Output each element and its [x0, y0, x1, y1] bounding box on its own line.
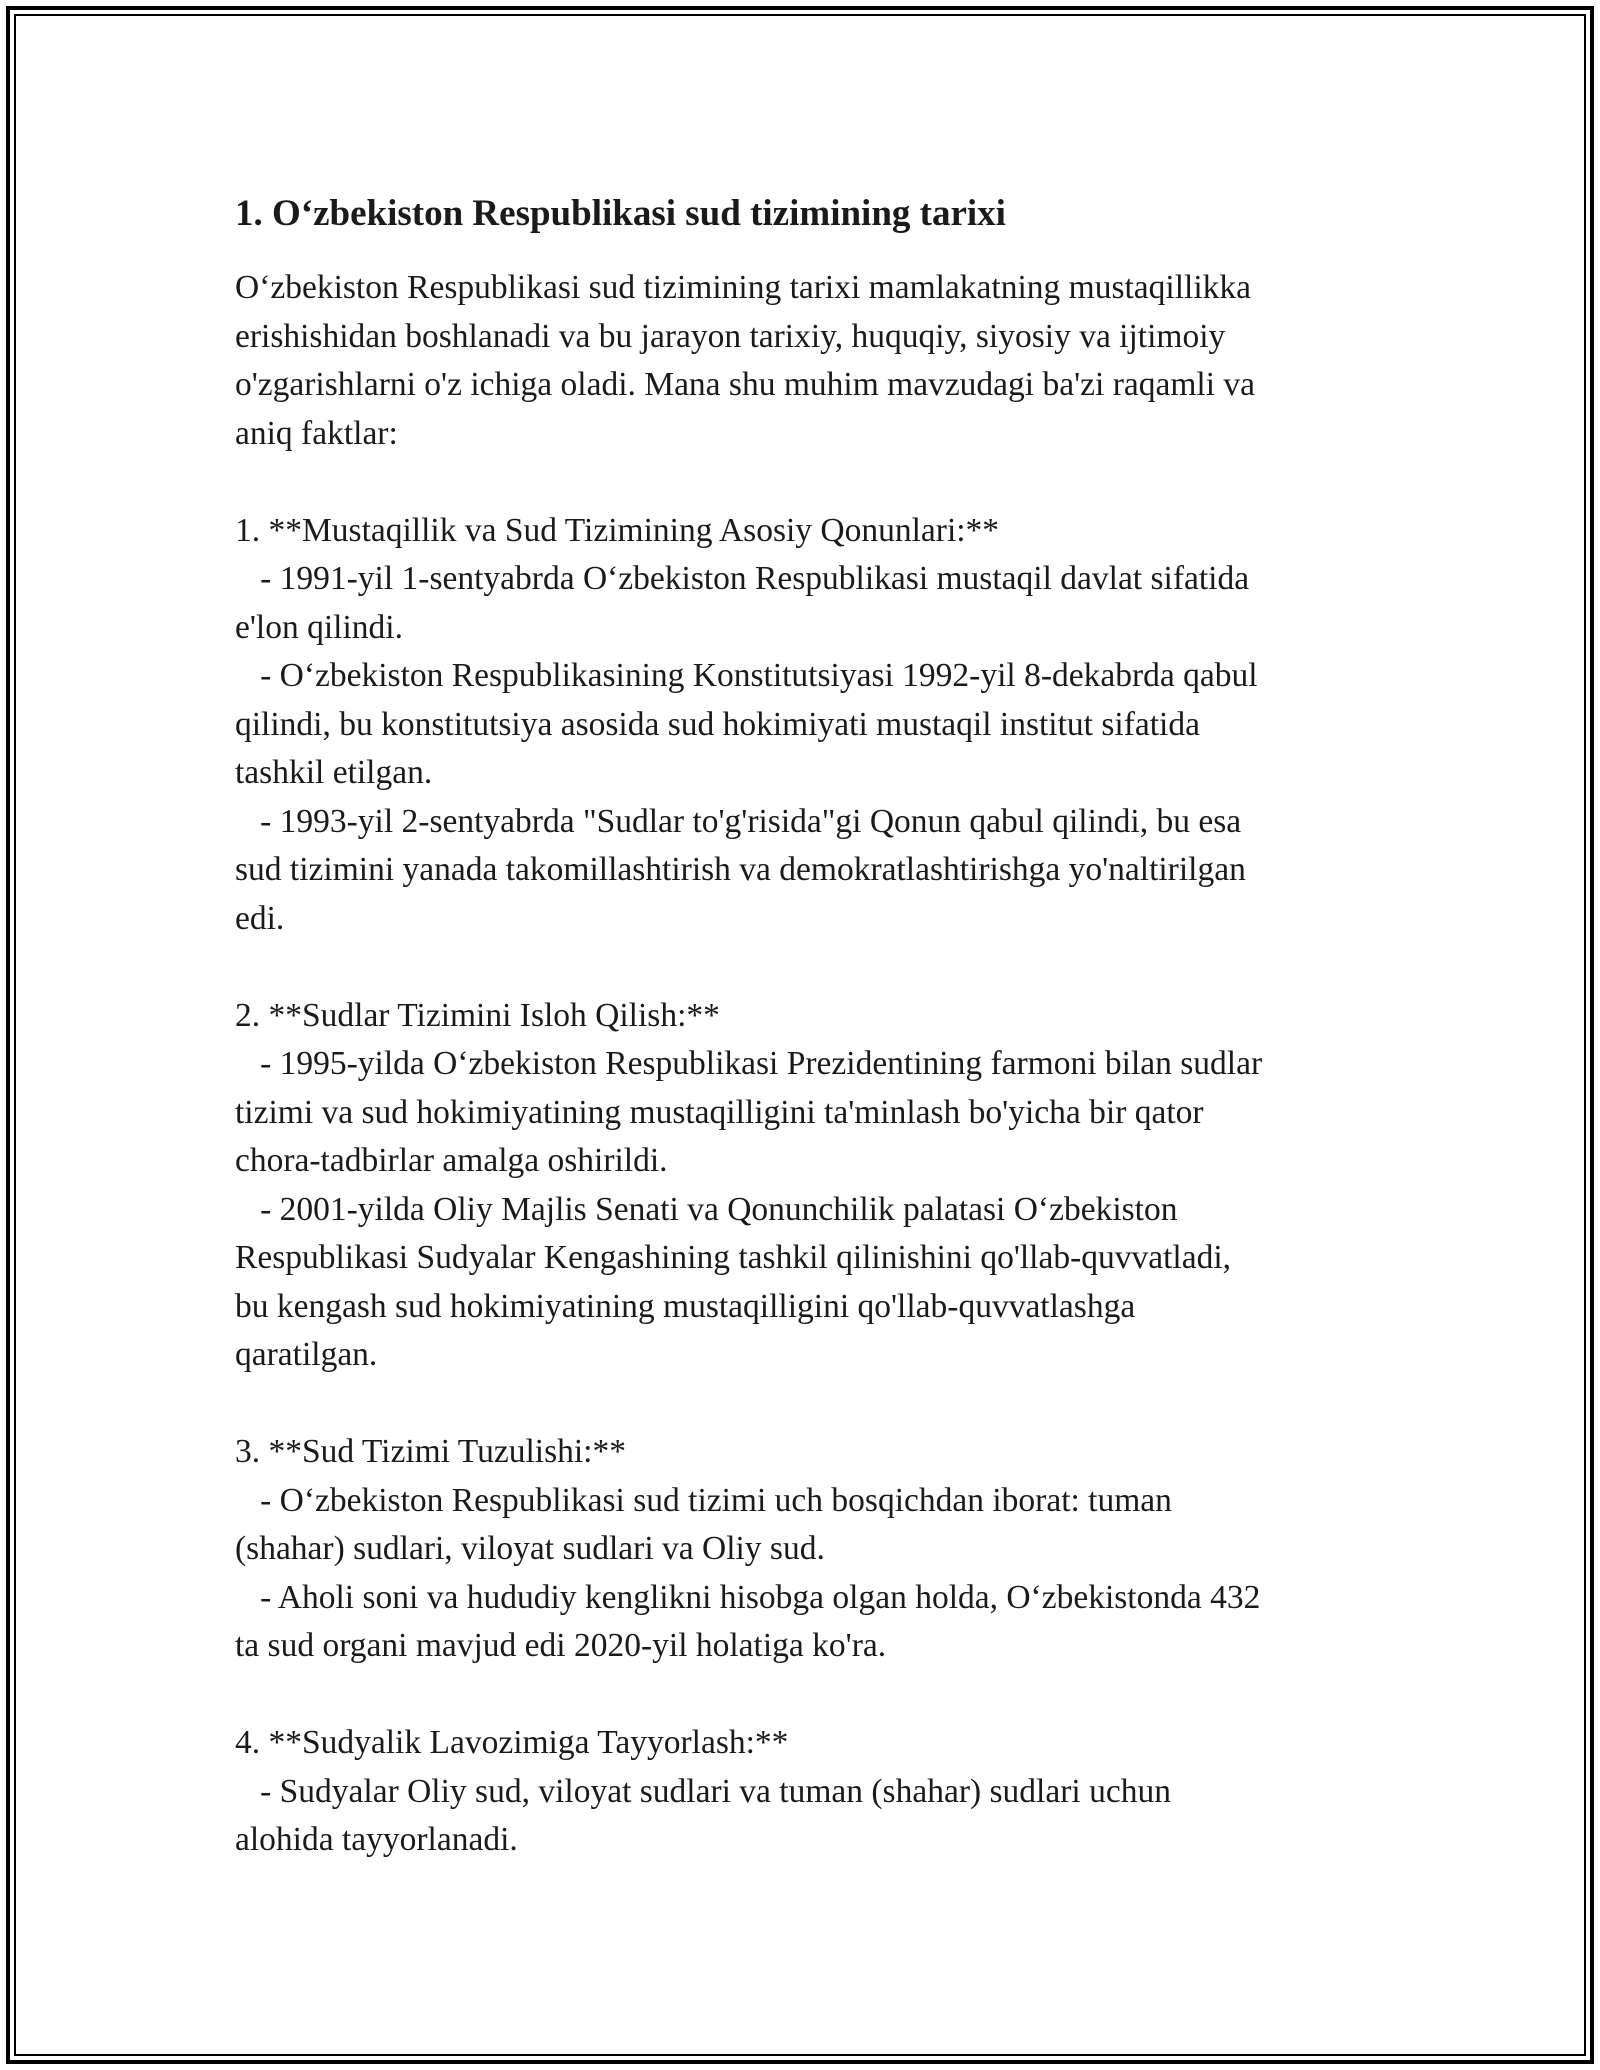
text-line: - Sudyalar Oliy sud, viloyat sudlari va tuman (shahar) sudlari uchun: [235, 1772, 1171, 1810]
blank-line: [235, 1671, 1375, 1720]
text-line: - 2001-yilda Oliy Majlis Senati va Qonunchilik palatasi O‘zbekiston: [235, 1190, 1178, 1228]
blank-line: [235, 1380, 1375, 1429]
page-title: 1. O‘zbekiston Respublikasi sud tizimining tarixi: [235, 193, 1006, 234]
blank-line: [235, 943, 1375, 992]
section-heading: 3. **Sud Tizimi Tuzulishi:**: [235, 1433, 626, 1470]
text-line: - Aholi soni va hududiy kenglikni hisobga olgan holda, O‘zbekistonda 432: [235, 1578, 1261, 1616]
text-line: o'zgarishlarni o'z ichiga oladi. Mana shu muhim mavzudagi ba'zi raqamli va: [235, 366, 1255, 403]
document-body: [235, 188, 1375, 1865]
text-line: Respublikasi Sudyalar Kengashining tashkil qilinishini qo'llab-quvvatladi,: [235, 1239, 1232, 1276]
text-line: erishishidan boshlanadi va bu jarayon tarixiy, huquqiy, siyosiy va ijtimoiy: [235, 317, 1226, 355]
text-line: aniq faktlar:: [235, 414, 398, 452]
text-line: alohida tayyorlanadi.: [235, 1821, 518, 1858]
text-line: O‘zbekiston Respublikasi sud tizimining tarixi mamlakatning mustaqillikka: [235, 269, 1252, 306]
text-line: - 1993-yil 2-sentyabrda "Sudlar to'g'risida"gi Qonun qabul qilindi, bu esa: [235, 802, 1242, 840]
text-line: bu kengash sud hokimiyatining mustaqilligini qo'llab-quvvatlashga: [235, 1287, 1136, 1325]
text-line: tizimi va sud hokimiyatining mustaqilligini ta'minlash bo'yicha bir qator: [235, 1093, 1204, 1131]
section-heading: 2. **Sudlar Tizimini Isloh Qilish:**: [235, 996, 720, 1034]
text-block: [235, 264, 1375, 1865]
text-line: tashkil etilgan.: [235, 754, 433, 791]
text-line: qaratilgan.: [235, 1336, 378, 1373]
text-line: edi.: [235, 899, 285, 937]
text-line: (shahar) sudlari, viloyat sudlari va Oliy sud.: [235, 1530, 825, 1567]
section-heading: 1. **Mustaqillik va Sud Tizimining Asosiy Qonunlari:**: [235, 511, 1000, 549]
text-line: chora-tadbirlar amalga oshirildi.: [235, 1142, 668, 1179]
text-line: e'lon qilindi.: [235, 608, 403, 646]
text-line: qilindi, bu konstitutsiya asosida sud hokimiyati mustaqil institut sifatida: [235, 705, 1200, 743]
text-line: - O‘zbekiston Respublikasi sud tizimi uch bosqichdan iborat: tuman: [235, 1481, 1172, 1519]
section-heading: 4. **Sudyalik Lavozimiga Tayyorlash:**: [235, 1724, 789, 1761]
text-line: - 1995-yilda O‘zbekiston Respublikasi Prezidentining farmoni bilan sudlar: [235, 1045, 1263, 1082]
blank-line: [235, 458, 1375, 507]
text-line: - 1991-yil 1-sentyabrda O‘zbekiston Respublikasi mustaqil davlat sifatida: [235, 560, 1250, 597]
text-line: - O‘zbekiston Respublikasining Konstitutsiyasi 1992-yil 8-dekabrda qabul: [235, 657, 1258, 694]
text-line: ta sud organi mavjud edi 2020-yil holatiga ko'ra.: [235, 1627, 887, 1664]
text-line: sud tizimini yanada takomillashtirish va demokratlashtirishga yo'naltirilgan: [235, 851, 1246, 888]
